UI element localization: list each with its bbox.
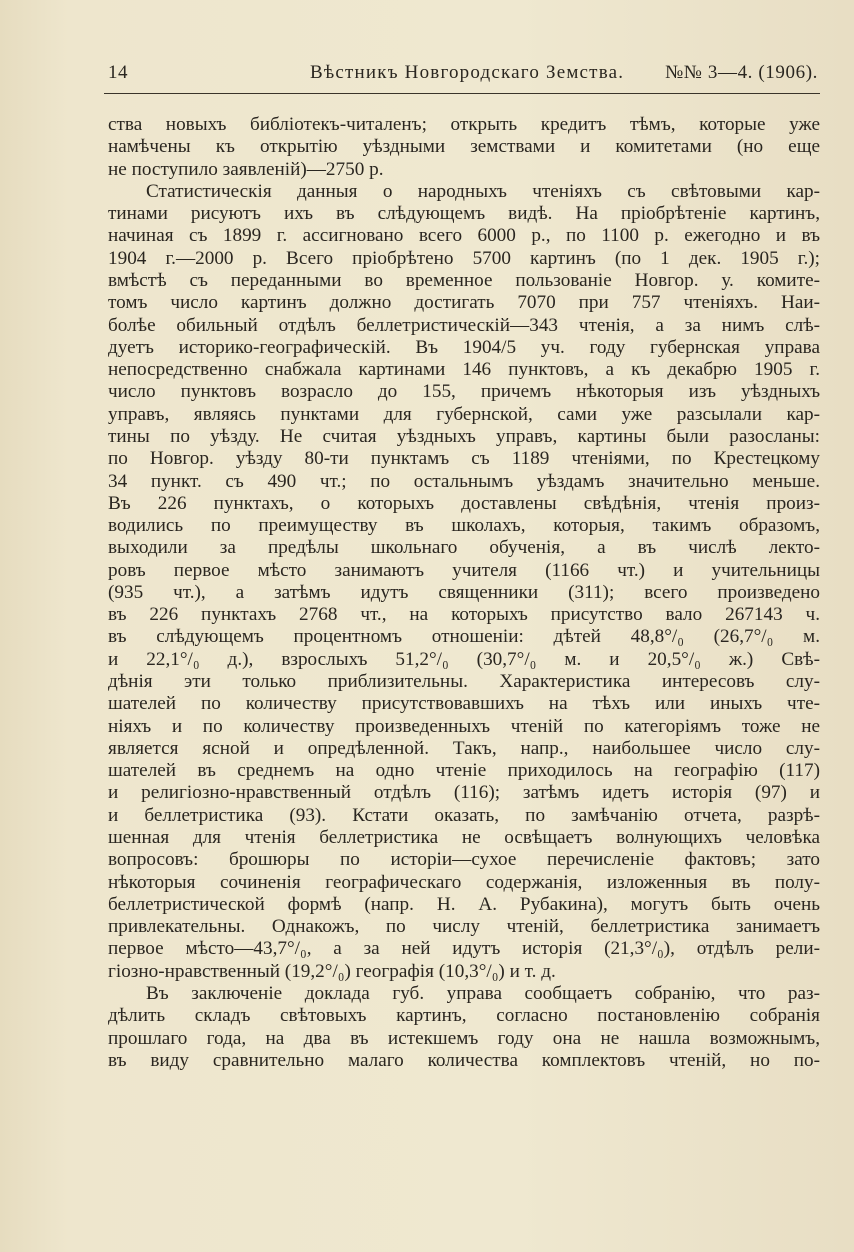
- text-line: 34 пункт. съ 490 чт.; по остальнымъ уѣздамъ значительно меньше.: [108, 470, 820, 492]
- text-line: первое мѣсто—43,7°/₀, а за ней идутъ исторія (21,3°/₀), отдѣлъ рели-: [108, 938, 820, 960]
- text-line: шателей по количеству присутствовавшихъ на тѣхъ или иныхъ чте-: [108, 693, 820, 715]
- text-line: Статистическія данныя о народныхъ чтеніяхъ съ свѣтовыми кар-: [146, 180, 820, 202]
- text-line: и беллетристика (93). Кстати оказать, по замѣчанію отчета, разрѣ-: [108, 804, 820, 826]
- text-line: беллетристической формѣ (напр. Н. А. Рубакина), могутъ быть очень: [108, 893, 820, 915]
- text-line: Въ 226 пунктахъ, о которыхъ доставлены свѣдѣнія, чтенія произ-: [108, 492, 820, 514]
- text-line: ровъ первое мѣсто занимаютъ учителя (1166 чт.) и учительницы: [108, 559, 820, 581]
- text-line: болѣе обильный отдѣлъ беллетристическій—343 чтенія, а за нимъ слѣ-: [108, 314, 820, 336]
- text-line: начиная съ 1899 г. ассигновано всего 6000 р., по 1100 р. ежегодно и въ: [108, 225, 820, 247]
- text-line: намѣчены къ открытію уѣздными земствами и комитетами (но еще: [108, 136, 820, 158]
- text-line: дуетъ историко-географическій. Въ 1904/5 уч. году губернская управа: [108, 336, 820, 358]
- text-line: дѣлить складъ свѣтовыхъ картинъ, согласно постановленію собранія: [108, 1005, 820, 1027]
- body-text: [108, 114, 820, 1072]
- text-line: и религіозно-нравственный отдѣлъ (116); затѣмъ идетъ исторія (97) и: [108, 782, 820, 804]
- text-line: ніяхъ и по количеству произведенныхъ чтеній по категоріямъ тоже не: [108, 715, 820, 737]
- text-line: вопросовъ: брошюры по исторіи—сухое перечисленіе фактовъ; зато: [108, 849, 820, 871]
- text-line: водились по преимуществу въ школахъ, которыя, такимъ образомъ,: [108, 515, 820, 537]
- text-line: непосредственно снабжала картинами 146 пунктовъ, а къ декабрю 1905 г.: [108, 359, 820, 381]
- text-line: въ виду сравнительно малаго количества комплектовъ чтеній, но по-: [108, 1049, 820, 1071]
- text-line: ства новыхъ библіотекъ-читаленъ; открыть кредитъ тѣмъ, которые уже: [108, 114, 820, 135]
- page-number: 14: [108, 62, 128, 83]
- issue-info: №№ 3—4. (1906).: [665, 62, 818, 83]
- page-header: [108, 62, 818, 90]
- header-divider: [104, 93, 820, 94]
- text-line: 1904 г.—2000 р. Всего пріобрѣтено 5700 картинъ (по 1 дек. 1905 г.);: [108, 247, 820, 269]
- journal-title: Вѣстникъ Новгородскаго Земства.: [310, 62, 625, 83]
- text-line: Въ заключеніе доклада губ. управа сообщаетъ собранію, что раз-: [146, 982, 820, 1004]
- text-line: шателей въ среднемъ на одно чтеніе приходилось на географію (117): [108, 760, 820, 782]
- text-line: выходили за предѣлы школьнаго обученія, а въ числѣ лекто-: [108, 537, 820, 559]
- text-line: въ 226 пунктахъ 2768 чт., на которыхъ присутство вало 267143 ч.: [108, 604, 820, 626]
- text-line: по Новгор. уѣзду 80-ти пунктамъ съ 1189 чтеніями, по Крестецкому: [108, 448, 820, 470]
- text-line: шенная для чтенія беллетристика не освѣщаетъ волнующихъ человѣка: [108, 827, 820, 848]
- text-line: и 22,1°/₀ д.), взрослыхъ 51,2°/₀ (30,7°/₀ м. и 20,5°/₀ ж.) Свѣ-: [108, 648, 820, 670]
- text-line: дѣнія эти только приблизительны. Характеристика интересовъ слу-: [108, 671, 820, 693]
- text-line: является ясной и опредѣленной. Такъ, напр., наибольшее число слу-: [108, 737, 820, 759]
- text-line: вмѣстѣ съ переданными во временное пользованіе Новгор. у. комите-: [108, 269, 820, 291]
- text-line: не поступило заявленій)—2750 р.: [108, 158, 384, 180]
- text-line: управъ, являясь пунктами для губернской, сами уже разсылали кар-: [108, 403, 820, 425]
- text-line: нѣкоторыя сочиненія географическаго содержанія, изложенныя въ полу-: [108, 871, 820, 893]
- text-line: тинами рисуютъ ихъ въ слѣдующемъ видѣ. На пріобрѣтеніе картинъ,: [108, 203, 820, 225]
- text-line: гіозно-нравственный (19,2°/₀) географія (10,3°/₀) и т. д.: [108, 960, 556, 982]
- text-line: прошлаго года, на два въ истекшемъ году она не нашла возможнымъ,: [108, 1027, 820, 1049]
- text-line: число пунктовъ возрасло до 155, причемъ нѣкоторыя изъ уѣздныхъ: [108, 381, 820, 403]
- text-line: въ слѣдующемъ процентномъ отношеніи: дѣтей 48,8°/₀ (26,7°/₀ м.: [108, 626, 820, 648]
- text-line: томъ число картинъ должно достигать 7070 при 757 чтеніяхъ. Наи-: [108, 292, 820, 314]
- text-line: тины по уѣзду. Не считая уѣздныхъ управъ, картины были разосланы:: [108, 425, 820, 447]
- text-line: (935 чт.), а затѣмъ идутъ священники (311); всего произведено: [108, 581, 820, 603]
- text-line: привлекательны. Однакожъ, по числу чтеній, беллетристика занимаетъ: [108, 916, 820, 938]
